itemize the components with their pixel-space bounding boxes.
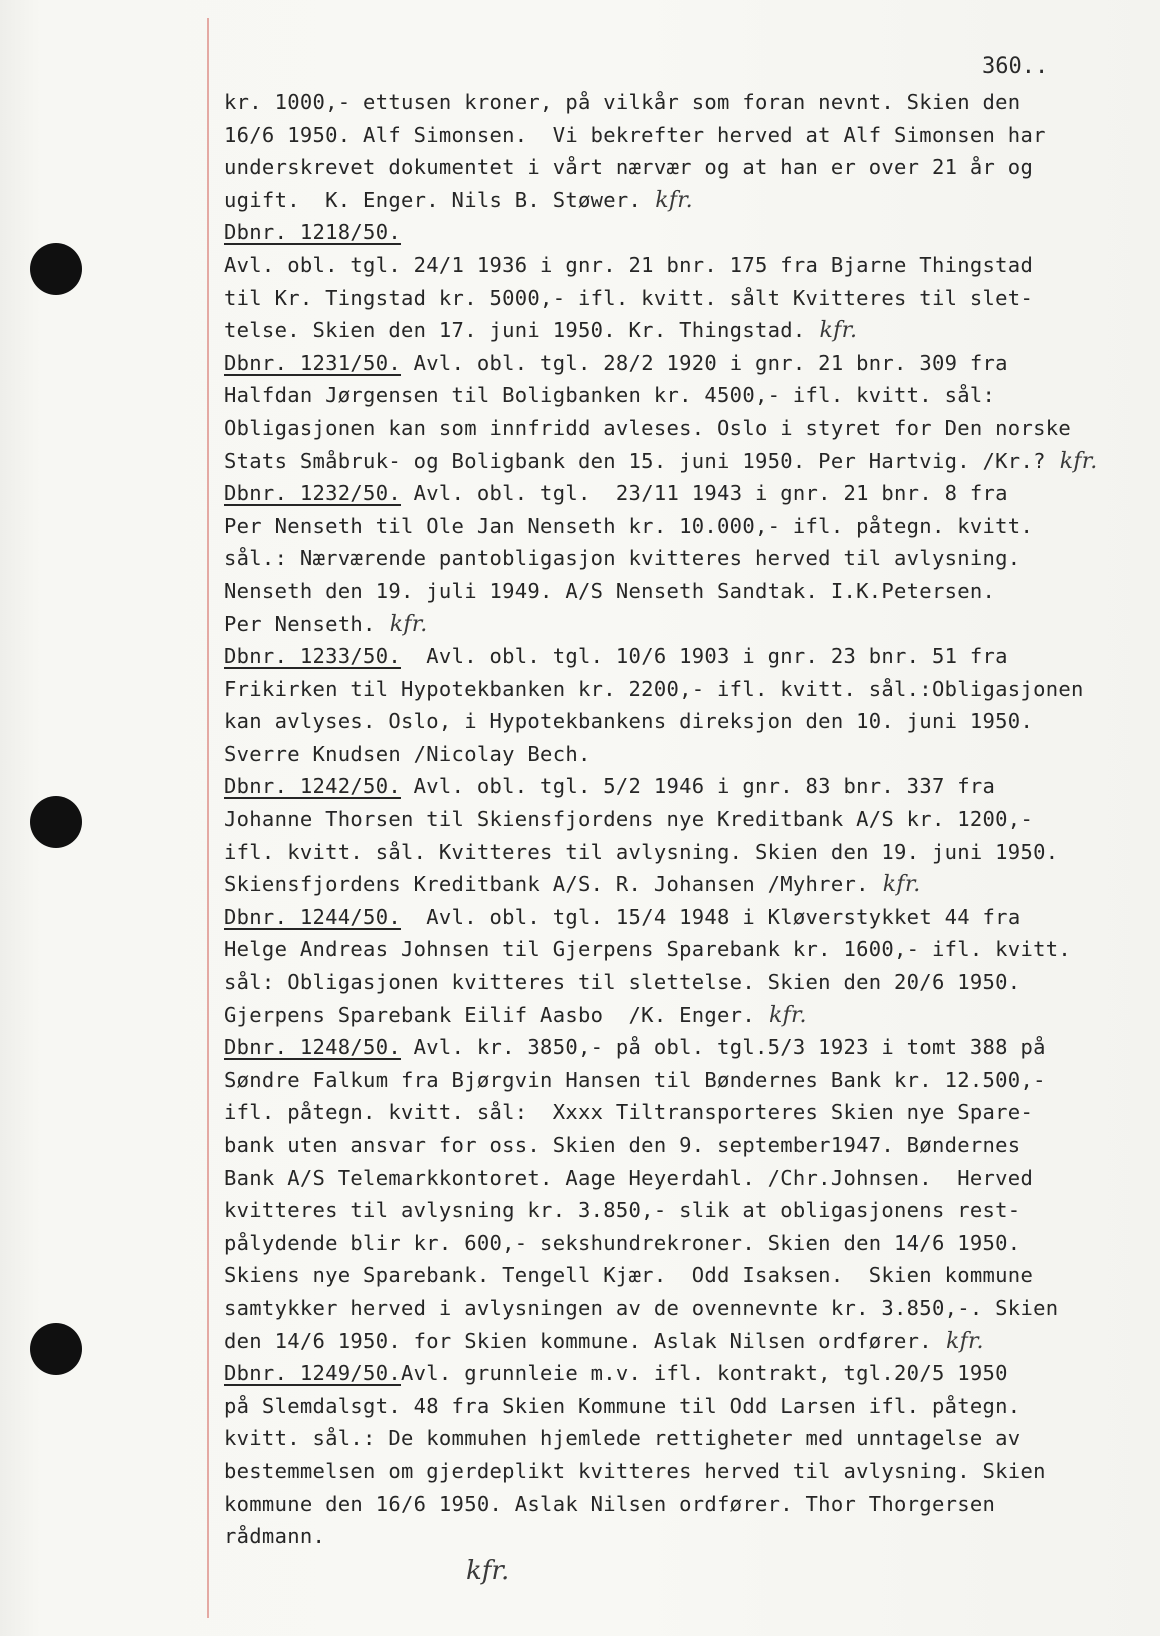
text-line: [224, 1357, 1124, 1390]
text-line: [224, 412, 1124, 445]
text-line: [224, 966, 1124, 999]
text-line: [224, 1096, 1124, 1129]
line-text: Sverre Knudsen /Nicolay Bech.: [224, 741, 591, 766]
line-text: Per Nenseth.: [224, 611, 376, 636]
text-line: [224, 1064, 1124, 1097]
line-text: Helge Andreas Johnsen til Gjerpens Sparebank kr. 1600,- ifl. kvitt.: [224, 937, 1072, 962]
punch-hole: [30, 1323, 82, 1375]
handwritten-initials: kfr.: [882, 872, 921, 898]
text-line: [224, 673, 1124, 706]
handwritten-initials: kfr.: [655, 187, 693, 213]
line-text: Johanne Thorsen til Skiensfjordens nye Kreditbank A/S kr. 1200,-: [224, 807, 1034, 832]
line-text: Frikirken til Hypotekbanken kr. 2200,- ifl. kvitt. sål.:Obligasjonen: [224, 676, 1084, 701]
text-line: [224, 999, 1124, 1032]
entry-number: Dbnr. 1248/50.: [224, 1035, 401, 1060]
entry-number: Dbnr. 1249/50.: [224, 1361, 401, 1386]
text-line: [224, 445, 1124, 478]
text-line: [224, 640, 1124, 673]
text-line: [224, 1390, 1124, 1423]
line-text: Stats Småbruk- og Boligbank den 15. juni 1950. Per Hartvig. /Kr.?: [224, 448, 1046, 473]
text-line: [224, 803, 1124, 836]
text-line: [224, 1031, 1124, 1064]
text-line: [224, 705, 1124, 738]
line-text: kvitt. sål.: De kommuhen hjemlede rettigheter med unntagelse av: [224, 1426, 1021, 1451]
text-line: [224, 1455, 1124, 1488]
ledger-text: [224, 86, 1124, 1553]
text-line: [224, 1129, 1124, 1162]
line-text: Avl. obl. tgl. 5/2 1946 i gnr. 83 bnr. 337 fra: [401, 774, 996, 799]
line-text: sål.: Nærværende pantobligasjon kvitteres herved til avlysning.: [224, 546, 1021, 571]
text-line: [224, 1520, 1124, 1553]
line-text: Halfdan Jørgensen til Boligbanken kr. 4500,- ifl. kvitt. sål:: [224, 383, 996, 408]
line-text: Avl. obl. tgl. 28/2 1920 i gnr. 21 bnr. 309 fra: [401, 350, 1008, 375]
text-line: [224, 314, 1124, 347]
line-text: Obligasjonen kan som innfridd avleses. Oslo i styret for Den norske: [224, 415, 1072, 440]
line-text: kr. 1000,- ettusen kroner, på vilkår som foran nevnt. Skien den: [224, 90, 1021, 114]
handwritten-initials: kfr.: [1059, 448, 1098, 474]
entry-number: Dbnr. 1233/50.: [224, 644, 401, 669]
text-line: [224, 1292, 1124, 1325]
text-line: [224, 1227, 1124, 1260]
line-text: på Slemdalsgt. 48 fra Skien Kommune til Odd Larsen ifl. påtegn.: [224, 1393, 1021, 1418]
handwritten-initials: kfr.: [389, 611, 428, 637]
line-text: bestemmelsen om gjerdeplikt kvitteres herved til avlysning. Skien: [224, 1458, 1046, 1483]
text-line: [224, 184, 1124, 217]
text-line: [224, 770, 1124, 803]
line-text: ifl. påtegn. kvitt. sål: Xxxx Tiltransporteres Skien nye Spare-: [224, 1100, 1034, 1125]
text-line: [224, 477, 1124, 510]
line-text: kommune den 16/6 1950. Aslak Nilsen ordfører. Thor Thorgersen: [224, 1491, 996, 1516]
text-line: [224, 608, 1124, 641]
line-text: Bank A/S Telemarkkontoret. Aage Heyerdahl. /Chr.Johnsen. Herved: [224, 1165, 1034, 1190]
entry-number: Dbnr. 1244/50.: [224, 904, 401, 929]
line-text: Skiens nye Sparebank. Tengell Kjær. Odd Isaksen. Skien kommune: [224, 1263, 1034, 1288]
text-line: [224, 868, 1124, 901]
text-line: [224, 510, 1124, 543]
line-text: den 14/6 1950. for Skien kommune. Aslak Nilsen ordfører.: [224, 1328, 932, 1353]
text-line: [224, 1325, 1124, 1358]
line-text: sål: Obligasjonen kvitteres til slettelse. Skien den 20/6 1950.: [224, 970, 1021, 995]
line-text: ifl. kvitt. sål. Kvitteres til avlysning. Skien den 19. juni 1950.: [224, 839, 1059, 864]
text-line: [224, 282, 1124, 315]
line-text: pålydende blir kr. 600,- sekshundrekroner. Skien den 14/6 1950.: [224, 1230, 1021, 1255]
text-line: [224, 836, 1124, 869]
text-line: [224, 542, 1124, 575]
handwritten-initials: kfr.: [768, 1002, 807, 1028]
text-line: [224, 738, 1124, 771]
text-line: [224, 1162, 1124, 1195]
line-text: Avl. kr. 3850,- på obl. tgl.5/3 1923 i tomt 388 på: [401, 1035, 1046, 1060]
text-line: [224, 347, 1124, 380]
text-line: [224, 1422, 1124, 1455]
text-line: [224, 933, 1124, 966]
text-line: [224, 249, 1124, 282]
text-line: [224, 1488, 1124, 1521]
line-text: Avl. obl. tgl. 15/4 1948 i Kløverstykket 44 fra: [401, 904, 1021, 929]
punch-hole: [30, 243, 82, 295]
line-text: kvitteres til avlysning kr. 3.850,- slik at obligasjonens rest-: [224, 1198, 1021, 1223]
line-text: Per Nenseth til Ole Jan Nenseth kr. 10.000,- ifl. påtegn. kvitt.: [224, 513, 1034, 538]
line-text: rådmann.: [224, 1524, 326, 1549]
line-text: Avl. obl. tgl. 24/1 1936 i gnr. 21 bnr. 175 fra Bjarne Thingstad: [224, 252, 1034, 277]
entry-number: Dbnr. 1242/50.: [224, 774, 401, 799]
line-text: Gjerpens Sparebank Eilif Aasbo /K. Enger.: [224, 1002, 755, 1027]
entry-number: Dbnr. 1218/50.: [224, 220, 401, 245]
line-text: Avl. grunnleie m.v. ifl. kontrakt, tgl.20/5 1950: [401, 1361, 1008, 1386]
margin-line: [207, 18, 209, 1618]
line-text: 16/6 1950. Alf Simonsen. Vi bekrefter herved at Alf Simonsen har: [224, 122, 1046, 147]
text-line: [224, 119, 1124, 152]
page-number: 360..: [982, 54, 1049, 79]
entry-number: Dbnr. 1231/50.: [224, 350, 401, 375]
handwritten-initials: kfr.: [819, 318, 858, 344]
text-line: [224, 901, 1124, 934]
text-line: [224, 575, 1124, 608]
text-line: [224, 151, 1124, 184]
text-line: [224, 1259, 1124, 1292]
line-text: Nenseth den 19. juli 1949. A/S Nenseth Sandtak. I.K.Petersen.: [224, 578, 996, 603]
line-text: samtykker herved i avlysningen av de ovennevnte kr. 3.850,-. Skien: [224, 1295, 1059, 1320]
entry-number: Dbnr. 1232/50.: [224, 481, 401, 506]
line-text: Avl. obl. tgl. 23/11 1943 i gnr. 21 bnr. 8 fra: [401, 481, 1008, 506]
text-line: [224, 86, 1124, 119]
handwritten-initials: kfr.: [945, 1328, 984, 1354]
line-text: underskrevet dokumentet i vårt nærvær og at han er over 21 år og: [224, 155, 1034, 180]
punch-hole: [30, 796, 82, 848]
text-line: [224, 1194, 1124, 1227]
signature-mark: kfr.: [466, 1556, 510, 1586]
line-text: Søndre Falkum fra Bjørgvin Hansen til Bøndernes Bank kr. 12.500,-: [224, 1067, 1046, 1092]
line-text: Avl. obl. tgl. 10/6 1903 i gnr. 23 bnr. 51 fra: [401, 644, 1008, 669]
line-text: Skiensfjordens Kreditbank A/S. R. Johansen /Myhrer.: [224, 872, 869, 897]
line-text: telse. Skien den 17. juni 1950. Kr. Thingstad.: [224, 318, 806, 343]
line-text: til Kr. Tingstad kr. 5000,- ifl. kvitt. sålt Kvitteres til slet-: [224, 285, 1034, 310]
text-line: [224, 379, 1124, 412]
line-text: kan avlyses. Oslo, i Hypotekbankens direksjon den 10. juni 1950.: [224, 709, 1034, 734]
line-text: ugift. K. Enger. Nils B. Støwer.: [224, 187, 642, 212]
text-line: [224, 216, 1124, 249]
line-text: bank uten ansvar for oss. Skien den 9. september1947. Bøndernes: [224, 1133, 1021, 1157]
